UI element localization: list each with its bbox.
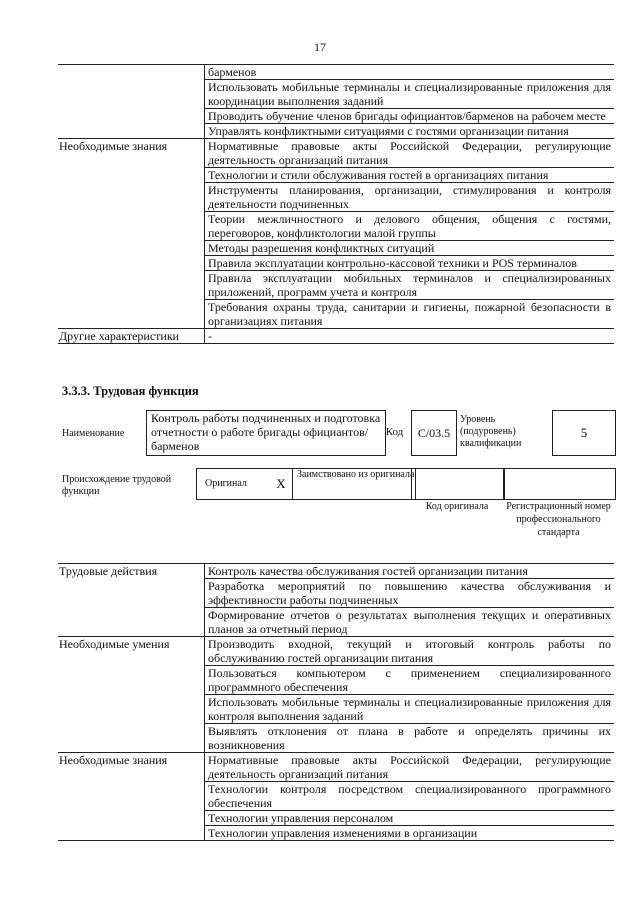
row-item: барменов: [205, 65, 615, 80]
table-row: [58, 564, 614, 579]
row-label: Необходимые умения: [58, 637, 205, 753]
row-label: Трудовые действия: [58, 564, 205, 637]
row-label: Необходимые знания: [58, 753, 205, 841]
row-item: Формирование отчетов о результатах выполнения текущих и оперативных планов за отчетный период: [205, 608, 615, 637]
row-item: -: [205, 329, 615, 344]
row-item: Правила эксплуатации мобильных терминалов и специализированных приложений, программ учета и контроля: [205, 271, 615, 300]
level-label: Уровень (подуровень) квалификации: [460, 414, 522, 449]
row-item: Пользоваться компьютером с применением специализированного программного обеспечения: [205, 666, 615, 695]
original-label: Оригинал: [196, 468, 271, 500]
row-label: Другие характеристики: [58, 329, 205, 344]
level-value: 5: [552, 410, 616, 456]
borrowed-label: Заимствовано из оригинала: [292, 468, 416, 500]
table-row: [58, 329, 614, 344]
page-number: 17: [314, 40, 326, 54]
row-label: [58, 65, 205, 139]
row-item: Технологии контроля посредством специализированного программного обеспечения: [205, 782, 615, 811]
table-row: [58, 637, 614, 666]
original-mark: X: [270, 468, 293, 500]
original-code-cell: [411, 468, 505, 500]
row-item: Разработка мероприятий по повышению качества обслуживания и эффективности работы подчиненных: [205, 579, 615, 608]
table-row: [58, 65, 614, 80]
section-title: 3.3.3. Трудовая функция: [62, 384, 199, 398]
row-item: Требования охраны труда, санитарии и гигиены, пожарной безопасности в организациях питания: [205, 300, 615, 329]
row-label: Необходимые знания: [58, 139, 205, 329]
requirements-table-bottom: [58, 563, 614, 841]
table-row: [58, 139, 614, 168]
row-item: Выявлять отклонения от плана в работе и определять причины их возникновения: [205, 724, 615, 753]
row-item: Технологии и стили обслуживания гостей в организациях питания: [205, 168, 615, 183]
table-row: [58, 753, 614, 782]
requirements-table-top: [58, 64, 614, 344]
row-item: Инструменты планирования, организации, стимулирования и контроля деятельности подчиненных: [205, 183, 615, 212]
row-item: Проводить обучение членов бригады официантов/барменов на рабочем месте: [205, 109, 615, 124]
code-label: Код: [385, 426, 404, 438]
name-label: Наименование: [62, 428, 125, 439]
row-item: Нормативные правовые акты Российской Федерации, регулирующие деятельность организаций питания: [205, 753, 615, 782]
row-item: Технологии управления персоналом: [205, 811, 615, 826]
code-caption: Код оригинала: [425, 501, 489, 512]
origin-label: Происхождение трудовой функции: [62, 474, 172, 497]
function-name-value: Контроль работы подчиненных и подготовка отчетности о работе бригады официантов/барменов: [146, 410, 386, 456]
row-item: Управлять конфликтными ситуациями с гостями организации питания: [205, 124, 615, 139]
row-item: Использовать мобильные терминалы и специализированные приложения для контроля выполнения заданий: [205, 695, 615, 724]
row-item: Контроль качества обслуживания гостей организации питания: [205, 564, 615, 579]
row-item: Нормативные правовые акты Российской Федерации, регулирующие деятельность организаций питания: [205, 139, 615, 168]
row-item: Методы разрешения конфликтных ситуаций: [205, 241, 615, 256]
row-item: Теории межличностного и делового общения, общения с гостями, переговоров, конфликтологии малой группы: [205, 212, 615, 241]
row-item: Производить входной, текущий и итоговый контроль работы по обслуживанию гостей организации питания: [205, 637, 615, 666]
row-item: Использовать мобильные терминалы и специализированные приложения для координации выполнения заданий: [205, 80, 615, 109]
reg-caption: Регистрационный номер профессионального стандарта: [506, 501, 611, 538]
row-item: Правила эксплуатации контрольно-кассовой техники и POS терминалов: [205, 256, 615, 271]
reg-number-cell: [503, 468, 616, 500]
row-item: Технологии управления изменениями в организации: [205, 826, 615, 841]
code-value: C/03.5: [411, 410, 457, 456]
